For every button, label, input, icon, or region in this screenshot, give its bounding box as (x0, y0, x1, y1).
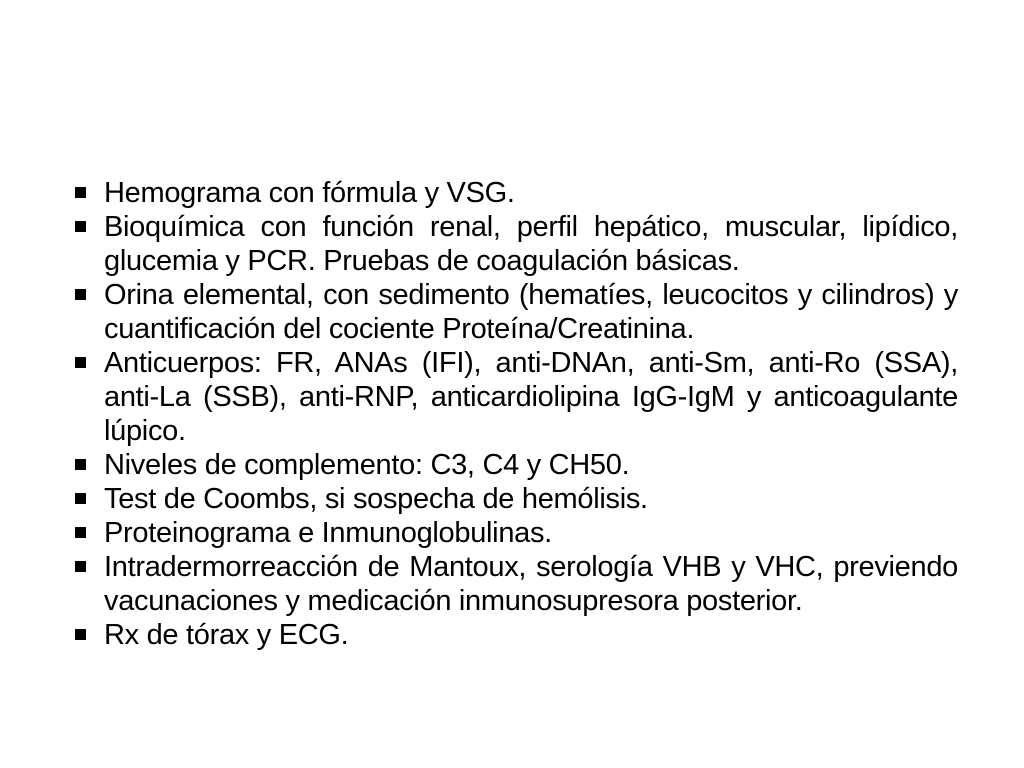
bullet-text: Intradermorreacción de Mantoux, serología VHB y VHC, previendo vacunaciones y medicación inmunosupresora posterior. (104, 551, 958, 617)
bullet-item-rx (72, 618, 958, 652)
bullet-item-bioquimica (72, 210, 958, 278)
square-bullet-icon (72, 176, 104, 210)
bullet-text: Rx de tórax y ECG. (104, 619, 349, 651)
square-bullet-icon (72, 210, 104, 244)
bullet-item-mantoux (72, 550, 958, 618)
bullet-item-coombs (72, 482, 958, 516)
bullet-text: Anticuerpos: FR, ANAs (IFI), anti-DNAn, anti-Sm, anti-Ro (SSA), anti-La (SSB), anti-RNP, anticardiolipina IgG-IgM y anticoagulante lúpico. (104, 347, 958, 447)
bullet-text: Proteinograma e Inmunoglobulinas. (104, 517, 552, 549)
square-bullet-icon (72, 618, 104, 652)
square-bullet-icon (72, 516, 104, 550)
square-bullet-icon (72, 448, 104, 482)
bullet-text: Bioquímica con función renal, perfil hepático, muscular, lipídico, glucemia y PCR. Pruebas de coagulación básicas. (104, 211, 958, 277)
bullet-item-orina (72, 278, 958, 346)
bullet-text: Hemograma con fórmula y VSG. (104, 177, 515, 209)
bullet-text: Niveles de complemento: C3, C4 y CH50. (104, 449, 630, 481)
bullet-item-hemograma (72, 176, 958, 210)
square-bullet-icon (72, 550, 104, 584)
bullet-item-anticuerpos (72, 346, 958, 448)
square-bullet-icon (72, 482, 104, 516)
square-bullet-icon (72, 278, 104, 312)
bullet-list (72, 176, 958, 652)
bullet-text: Test de Coombs, si sospecha de hemólisis. (104, 483, 648, 515)
bullet-item-complemento (72, 448, 958, 482)
bullet-text: Orina elemental, con sedimento (hematíes, leucocitos y cilindros) y cuantificación del cociente Proteína/Creatinina. (104, 279, 958, 345)
bullet-item-proteinograma (72, 516, 958, 550)
square-bullet-icon (72, 346, 104, 380)
